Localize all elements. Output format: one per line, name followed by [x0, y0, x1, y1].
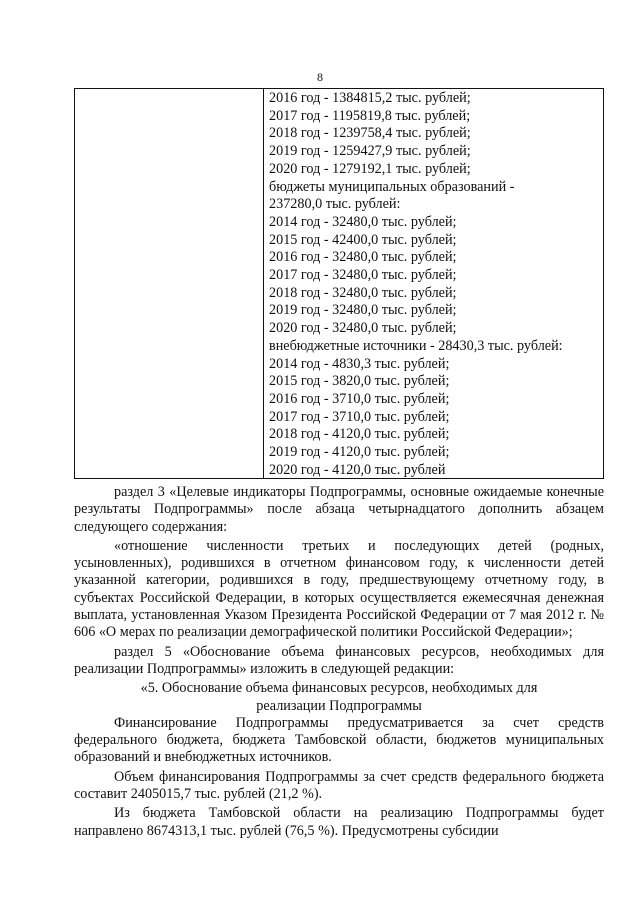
table-line: 2017 год - 3710,0 тыс. рублей; [269, 408, 450, 425]
table-line: 2016 год - 1384815,2 тыс. рублей; [269, 90, 471, 106]
table-line: 2019 год - 32480,0 тыс. рублей; [269, 302, 457, 319]
table-line: 2015 год - 3820,0 тыс. рублей; [269, 373, 450, 390]
paragraph-section3: раздел 3 «Целевые индикаторы Подпрограммы, основные ожидаемые конечные результаты Подпрограммы» после абзаца четырнадцатого дополнить абзацем следующего содержания: [74, 484, 604, 535]
table-line: бюджеты муниципальных образований - [269, 178, 515, 195]
table-line: 2018 год - 32480,0 тыс. рублей; [269, 284, 457, 301]
table-line: 2016 год - 32480,0 тыс. рублей; [269, 249, 457, 266]
table-line: 2016 год - 3710,0 тыс. рублей; [269, 390, 450, 407]
table-left-cell [75, 89, 264, 478]
table-line: 2018 год - 1239758,4 тыс. рублей; [269, 125, 471, 142]
table-right-cell [264, 89, 603, 478]
paragraph-indicator: «отношение численности третьих и последующих детей (родных, усыновленных), родившихся в отчетном финансовом году, к численности детей указанной категории, родившихся в году, предшествующему отчетному году, в субъектах Российской Федерации, в которых осуществляется ежемесячная денежная выплата, установленная Указом Президента Российской Федерации от 7 мая 2012 г. № 606 «О мерах по реализации демографической политики Российской Федерации»; [74, 537, 604, 641]
table-line: 237280,0 тыс. рублей: [269, 196, 401, 213]
table-line: 2017 год - 32480,0 тыс. рублей; [269, 267, 457, 284]
table-line: 2014 год - 4830,3 тыс. рублей; [269, 355, 450, 372]
paragraph-federal-budget: Объем финансирования Подпрограммы за счет средств федерального бюджета составит 2405015,7 тыс. рублей (21,2 %). [74, 768, 604, 803]
table-line: 2019 год - 4120,0 тыс. рублей; [269, 444, 450, 461]
page-number: 8 [317, 70, 323, 84]
table-line: 2015 год - 42400,0 тыс. рублей; [269, 231, 457, 248]
table-line: 2020 год - 1279192,1 тыс. рублей; [269, 160, 471, 177]
section-heading-line1: «5. Обоснование объема финансовых ресурсов, необходимых для [140, 680, 538, 697]
paragraph-section5: раздел 5 «Обоснование объема финансовых ресурсов, необходимых для реализации Подпрограммы» изложить в следующей редакции: [74, 643, 604, 677]
table-line: 2017 год - 1195819,8 тыс. рублей; [269, 107, 471, 124]
table-line: 2020 год - 4120,0 тыс. рублей [269, 461, 446, 478]
document-body [74, 484, 604, 840]
table-line: 2020 год - 32480,0 тыс. рублей; [269, 320, 457, 337]
table-line: внебюджетные источники - 28430,3 тыс. рублей: [269, 337, 563, 354]
table-line: 2018 год - 4120,0 тыс. рублей; [269, 426, 450, 443]
table-line: 2019 год - 1259427,9 тыс. рублей; [269, 143, 471, 160]
table-line: 2014 год - 32480,0 тыс. рублей; [269, 213, 457, 230]
funding-table [74, 88, 604, 479]
paragraph-regional-budget: Из бюджета Тамбовской области на реализацию Подпрограммы будет направлено 8674313,1 тыс. рублей (76,5 %). Предусмотрены субсидии [74, 805, 604, 839]
section-heading-line2: реализации Подпрограммы [256, 697, 422, 714]
paragraph-financing: Финансирование Подпрограммы предусматривается за счет средств федерального бюджета, бюджета Тамбовской области, бюджетов муниципальных образований и внебюджетных источников. [74, 714, 604, 766]
